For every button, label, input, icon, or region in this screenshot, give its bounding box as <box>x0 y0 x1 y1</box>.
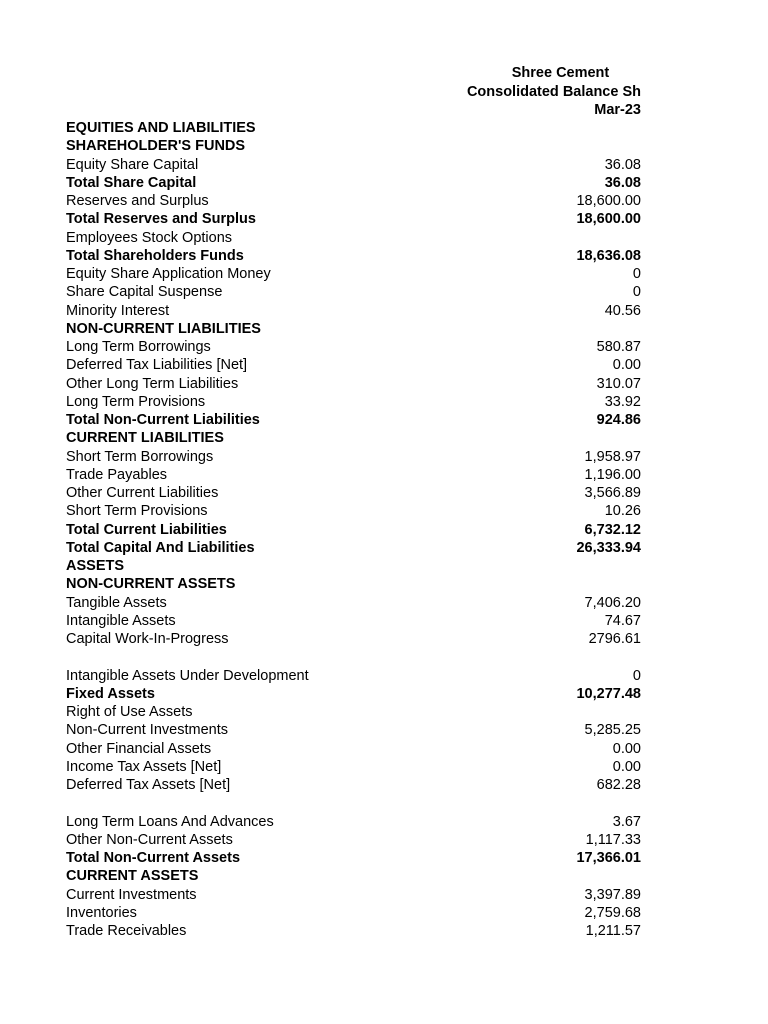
line-item-row <box>66 247 641 265</box>
line-item-value: 10,277.48 <box>576 685 641 702</box>
line-item-label: NON-CURRENT LIABILITIES <box>66 320 261 337</box>
line-item-row <box>66 265 641 283</box>
line-item-label: CURRENT ASSETS <box>66 868 199 885</box>
line-item-label: EQUITIES AND LIABILITIES <box>66 120 256 136</box>
line-item-label: Total Share Capital <box>66 174 197 191</box>
line-item-label: Deferred Tax Liabilities [Net] <box>66 357 248 374</box>
line-item-label: Fixed Assets <box>66 685 155 702</box>
line-item-label: Equity Share Application Money <box>66 266 271 282</box>
line-item-label: Long Term Borrowings <box>66 339 211 355</box>
line-item-row <box>66 758 641 776</box>
line-item-value: 3,566.89 <box>584 485 641 501</box>
line-item-row <box>66 813 641 831</box>
line-item-row <box>66 922 641 940</box>
line-item-label: NON-CURRENT ASSETS <box>66 576 236 593</box>
line-item-label: SHAREHOLDER'S FUNDS <box>66 138 246 155</box>
line-item-value: 682.28 <box>596 777 641 793</box>
line-item-row <box>66 521 641 539</box>
sheet-header <box>440 64 641 120</box>
line-item-label: Short Term Provisions <box>66 503 208 520</box>
line-item-row <box>66 685 641 703</box>
line-item-row <box>66 466 641 484</box>
line-item-value: 10.26 <box>604 503 641 520</box>
line-item-row <box>66 283 641 301</box>
line-item-row <box>66 156 641 174</box>
line-item-label: Capital Work-In-Progress <box>66 631 229 647</box>
line-item-value: 310.07 <box>596 375 641 392</box>
line-item-label: Employees Stock Options <box>66 229 233 246</box>
line-item-label: Income Tax Assets [Net] <box>66 758 222 775</box>
line-item-row <box>66 904 641 922</box>
line-item-row <box>66 740 641 758</box>
line-item-value: 1,117.33 <box>585 831 641 848</box>
line-item-value: 7,406.20 <box>584 594 641 611</box>
line-item-value: 924.86 <box>596 412 641 428</box>
line-item-row <box>66 849 641 867</box>
line-item-row <box>66 630 641 648</box>
line-item-row <box>66 539 641 557</box>
line-item-label: Total Shareholders Funds <box>66 247 244 264</box>
line-item-row <box>66 192 641 210</box>
line-item-label: Long Term Provisions <box>66 393 206 410</box>
line-item-row <box>66 393 641 411</box>
line-item-row <box>66 594 641 612</box>
line-item-row <box>66 831 641 849</box>
line-item-value: 1,211.57 <box>585 923 641 939</box>
line-item-row <box>66 502 641 520</box>
line-items <box>66 119 641 940</box>
line-item-value: 3.67 <box>612 813 641 830</box>
line-item-row <box>66 612 641 630</box>
line-item-row <box>66 210 641 228</box>
line-item-value: 26,333.94 <box>576 539 641 556</box>
line-item-label: Total Reserves and Surplus <box>66 211 256 228</box>
line-item-value: 33.92 <box>604 393 641 410</box>
line-item-label: Other Current Liabilities <box>66 485 219 501</box>
line-item-value: 36.08 <box>604 156 641 173</box>
line-item-label: Tangible Assets <box>66 594 167 611</box>
line-item-value: 580.87 <box>596 339 641 355</box>
line-item-row <box>66 229 641 247</box>
section-header-row <box>66 575 641 593</box>
line-item-value: 0 <box>632 667 641 684</box>
line-item-value: 0 <box>632 266 641 282</box>
line-item-label: Trade Receivables <box>66 923 187 939</box>
section-header-row <box>66 137 641 155</box>
line-item-row <box>66 302 641 320</box>
line-item-row <box>66 886 641 904</box>
line-item-label: Total Non-Current Liabilities <box>66 412 260 428</box>
line-item-value: 0 <box>632 284 641 301</box>
line-item-value: 1,958.97 <box>584 448 641 465</box>
line-item-value: 36.08 <box>604 174 641 191</box>
line-item-row <box>66 721 641 739</box>
line-item-value: 18,600.00 <box>576 211 641 228</box>
line-item-row <box>66 411 641 429</box>
line-item-label: Deferred Tax Assets [Net] <box>66 777 231 793</box>
period-label: Mar-23 <box>594 102 641 118</box>
line-item-label: Other Non-Current Assets <box>66 831 233 848</box>
line-item-label: Total Non-Current Assets <box>66 850 241 866</box>
line-item-row <box>66 448 641 466</box>
line-item-label: Trade Payables <box>66 466 168 483</box>
line-item-value: 17,366.01 <box>576 850 641 866</box>
line-item-label: CURRENT LIABILITIES <box>66 430 224 447</box>
line-item-value: 1,196.00 <box>584 466 641 483</box>
line-item-label: Other Financial Assets <box>66 740 212 757</box>
line-item-label: Right of Use Assets <box>66 704 193 720</box>
blank-row <box>66 794 641 812</box>
line-item-row <box>66 667 641 685</box>
line-item-value: 0.00 <box>612 740 641 757</box>
line-item-value: 18,636.08 <box>576 247 641 264</box>
line-item-label: Non-Current Investments <box>66 722 228 739</box>
line-item-row <box>66 174 641 192</box>
section-header-row <box>66 557 641 575</box>
line-item-value: 2796.61 <box>588 631 641 647</box>
line-item-row <box>66 776 641 794</box>
line-item-row <box>66 356 641 374</box>
line-item-value: 40.56 <box>604 302 641 319</box>
line-item-value: 2,759.68 <box>584 904 641 921</box>
line-item-label: Minority Interest <box>66 302 170 319</box>
line-item-label: Reserves and Surplus <box>66 193 209 209</box>
line-item-label: Intangible Assets <box>66 612 176 629</box>
line-item-value: 6,732.12 <box>584 521 641 538</box>
section-header-row <box>66 119 641 137</box>
section-header-row <box>66 867 641 885</box>
line-item-row <box>66 375 641 393</box>
line-item-value: 3,397.89 <box>584 886 641 903</box>
section-header-row <box>66 320 641 338</box>
line-item-label: Current Investments <box>66 886 197 903</box>
line-item-label: Equity Share Capital <box>66 156 199 173</box>
line-item-row <box>66 703 641 721</box>
line-item-label: Short Term Borrowings <box>66 448 214 465</box>
line-item-label: Long Term Loans And Advances <box>66 813 274 830</box>
blank-row <box>66 648 641 666</box>
line-item-row <box>66 484 641 502</box>
line-item-label: ASSETS <box>66 558 125 574</box>
line-item-value: 18,600.00 <box>576 193 641 209</box>
line-item-label: Share Capital Suspense <box>66 284 223 301</box>
line-item-value: 74.67 <box>604 612 641 629</box>
line-item-value: 0.00 <box>612 357 641 374</box>
statement-title: Consolidated Balance Sh <box>466 83 641 100</box>
line-item-label: Total Capital And Liabilities <box>66 539 255 556</box>
section-header-row <box>66 429 641 447</box>
line-item-row <box>66 338 641 356</box>
line-item-label: Inventories <box>66 904 137 921</box>
line-item-label: Intangible Assets Under Development <box>66 667 309 684</box>
line-item-value: 0.00 <box>612 758 641 775</box>
line-item-label: Other Long Term Liabilities <box>66 375 239 392</box>
company-name: Shree Cement <box>511 65 610 81</box>
line-item-value: 5,285.25 <box>584 722 641 739</box>
line-item-label: Total Current Liabilities <box>66 521 227 538</box>
